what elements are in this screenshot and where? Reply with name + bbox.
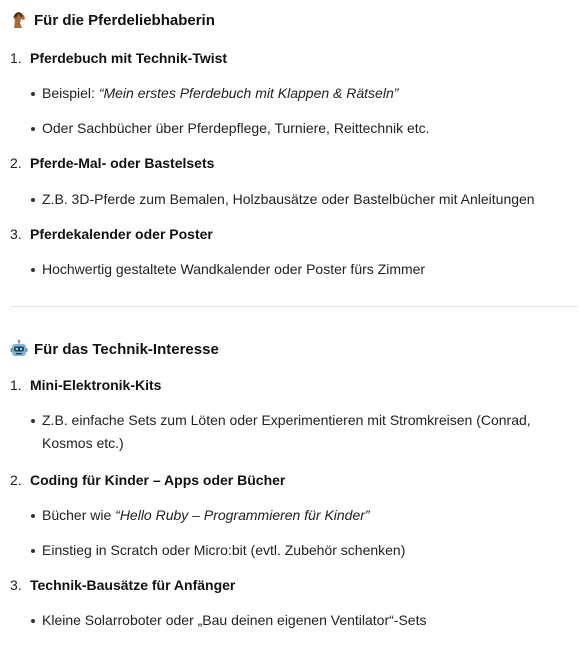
list-item (10, 155, 214, 171)
list-number: 2. (10, 472, 22, 488)
list-item-title: Pferdebuch mit Technik-Twist (30, 50, 228, 66)
bullet-dot (30, 82, 42, 105)
bullet-text: Einstieg in Scratch oder Micro:bit (evtl. Zubehör schenken) (42, 542, 406, 558)
bullet-item (30, 539, 570, 562)
bullet-item (30, 409, 560, 455)
list-number: 1. (10, 377, 22, 393)
bullet-dot (30, 117, 42, 140)
bullet-dot (30, 504, 42, 527)
bullet-item (30, 258, 570, 281)
bullet-text: Hochwertig gestaltete Wandkalender oder Poster fürs Zimmer (42, 261, 426, 277)
section-divider (10, 306, 578, 307)
bullet-dot (30, 539, 42, 562)
section-heading-text: Für das Technik-Interesse (34, 340, 219, 358)
bullet-text: Z.B. einfache Sets zum Löten oder Experimentieren mit Stromkreisen (Conrad, Kosmos etc.) (42, 412, 531, 451)
list-item-title: Mini-Elektronik-Kits (30, 377, 162, 393)
bullet-item (30, 609, 570, 632)
bullet-item (30, 117, 570, 140)
list-item (10, 577, 235, 593)
horse-icon (10, 11, 28, 29)
list-number: 1. (10, 50, 22, 66)
bullet-dot (30, 609, 42, 632)
bullet-text: Z.B. 3D-Pferde zum Bemalen, Holzbausätze oder Bastelbücher mit Anleitungen (42, 191, 535, 207)
bullet-italic-text: “Hello Ruby – Programmieren für Kinder” (115, 507, 370, 523)
section-heading-text: Für die Pferdeliebhaberin (34, 11, 215, 29)
list-item-title: Technik-Bausätze für Anfänger (30, 577, 236, 593)
bullet-item (30, 82, 570, 105)
bullet-item (30, 188, 570, 211)
list-item (10, 472, 285, 488)
list-item (10, 50, 227, 66)
list-item (10, 226, 213, 242)
list-item-title: Pferde-Mal- oder Bastelsets (30, 155, 215, 171)
list-number: 2. (10, 155, 22, 171)
list-number: 3. (10, 226, 22, 242)
bullet-item (30, 504, 570, 527)
bullet-dot (30, 258, 42, 281)
bullet-text: Beispiel: (42, 85, 99, 101)
bullet-dot (30, 409, 42, 455)
bullet-text: Kleine Solarroboter oder „Bau deinen eigenen Ventilator“-Sets (42, 612, 427, 628)
bullet-text: Bücher wie (42, 507, 116, 523)
section-heading-robot (10, 340, 219, 358)
bullet-text: Oder Sachbücher über Pferdepflege, Turniere, Reittechnik etc. (42, 120, 430, 136)
list-number: 3. (10, 577, 22, 593)
list-item-title: Pferdekalender oder Poster (30, 226, 213, 242)
robot-icon (10, 340, 28, 358)
section-heading-horse (10, 11, 215, 29)
list-item-title: Coding für Kinder – Apps oder Bücher (30, 472, 286, 488)
list-item (10, 377, 161, 393)
bullet-italic-text: “Mein erstes Pferdebuch mit Klappen & Rätseln” (98, 85, 399, 101)
bullet-dot (30, 188, 42, 211)
